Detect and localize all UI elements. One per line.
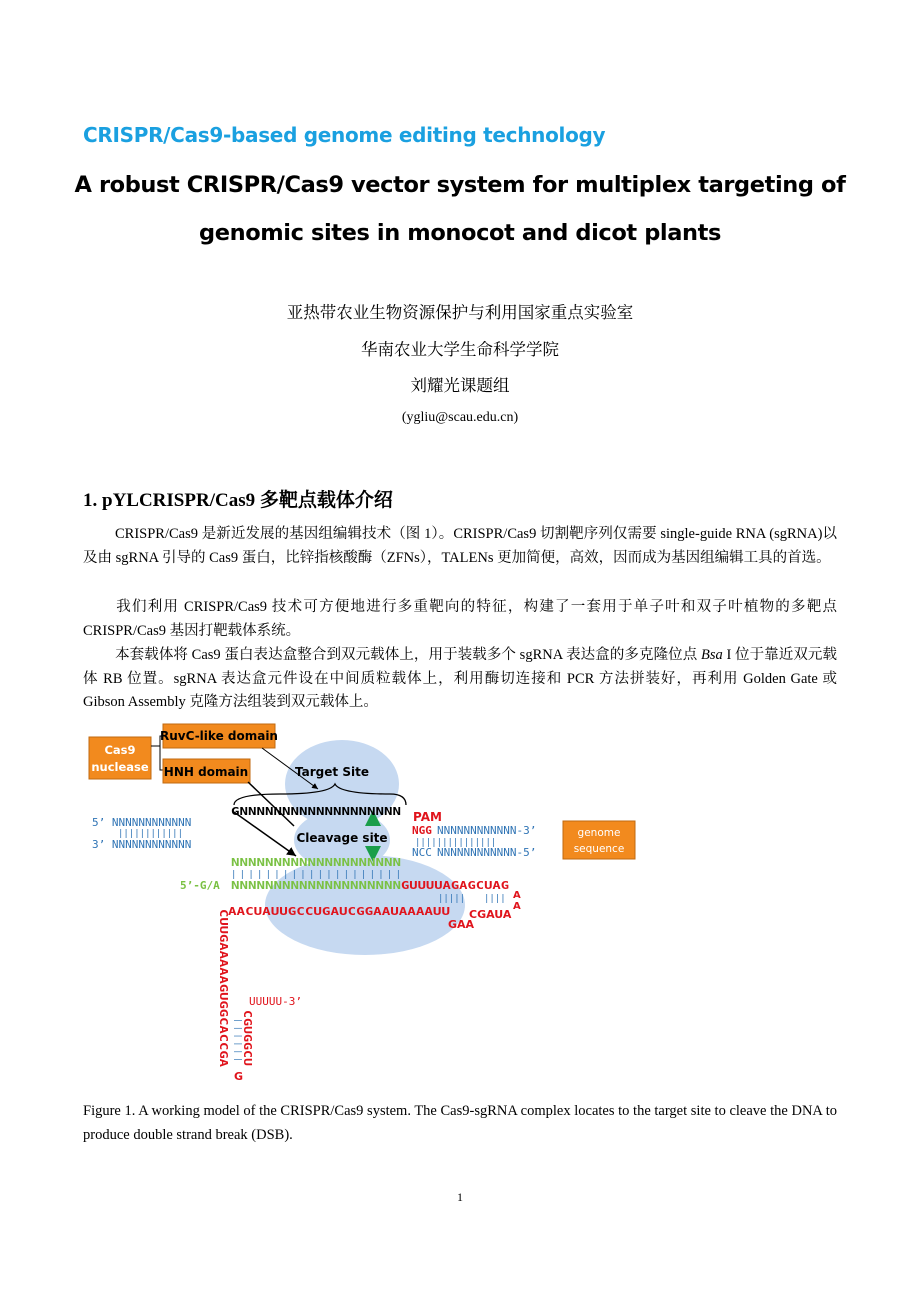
cleavage-site-label: Cleavage site (296, 831, 388, 845)
hnh-domain-box (163, 759, 250, 783)
sgrna-antirepeat: AACUAUUGCCUGAUCGGAAUAAAAUU (228, 905, 451, 918)
cas9-label-line1: Cas9 (104, 743, 136, 757)
sgrna-repeat: GUUUUAGAGCUAG (401, 879, 510, 892)
dna-bottom-left: 3’ NNNNNNNNNNNN (92, 838, 192, 851)
paragraph-1-text: CRISPR/Cas9 是新近发展的基因组编辑技术（图 1）。CRISPR/Cas9 切割靶序列仅需要 single-guide RNA (sgRNA)以及由 sgRNA 引导的 Cas9 蛋白，比锌指核酸酶（ZFNs），TALENs 更加简便，高效，因而成为基因组编辑工具的首选。 (83, 526, 837, 566)
ngg-sequence: NGG (412, 824, 432, 837)
sgrna-loop-g: G (234, 1070, 244, 1083)
paragraph-3-text-a: 本套载体将 Cas9 蛋白表达盒整合到双元载体上，用于装载多个 sgRNA 表达盒的多克隆位点 (115, 647, 702, 663)
pam-label: PAM (413, 810, 442, 824)
main-title-line1: A robust CRISPR/Cas9 vector system for multiplex targeting of (74, 172, 846, 198)
sgrna-hairpin: CGUGGCU (241, 1010, 254, 1057)
sgrna-bars-1: ||||| (438, 894, 466, 904)
cas9-label-line2: nuclease (91, 760, 149, 774)
affiliation-college: 华南农业大学生命科学学院 (361, 340, 559, 359)
sgrna-cgaua: CGAUA (469, 908, 512, 921)
target-bars: |||||||||||||||||||| (231, 870, 401, 880)
cas9-nuclease-box (89, 737, 151, 779)
sgrna-hairpin-bars: |||||| (234, 1018, 243, 1062)
paragraph-3 (83, 644, 837, 715)
dna-bars-left: |||||||||||| (118, 829, 184, 839)
sgrna-vertical-stem: CUUGAAAAAGUGGCACCGA (217, 909, 230, 1035)
dna-bottom-right: NNNNNNNNNNNN-5’ (437, 846, 537, 859)
genome-label-line1: genome (577, 827, 621, 839)
paragraph-2-text: 我们利用 CRISPR/Cas9 技术可方便地进行多重靶向的特征，构建了一套用于单子叶和双子叶植物的多靶点 CRISPR/Cas9 基因打靶载体系统。 (83, 599, 837, 639)
affiliation-group: 刘耀光课题组 (410, 376, 510, 395)
hnh-label: HNH domain (163, 765, 249, 779)
paragraph-2 (83, 596, 837, 643)
dna-top-left: 5’ NNNNNNNNNNNN (92, 816, 192, 829)
sgrna-5prime: 5’-G/A (180, 879, 220, 892)
dna-bars-right: ||||||||||||||| (415, 838, 497, 848)
genome-label-line2: sequence (573, 843, 625, 855)
paragraph-1 (83, 523, 837, 570)
figure-caption: Figure 1. A working model of the CRISPR/Cas9 system. The Cas9-sgRNA complex locates to the target site to cleave the DNA to produce double strand break (DSB). (83, 1103, 837, 1143)
section-heading: 1. pYLCRISPR/Cas9 多靶点载体介绍 (83, 490, 393, 511)
sgrna-gaa: GAA (448, 918, 475, 931)
affiliation-lab: 亚热带农业生物资源保护与利用国家重点实验室 (286, 303, 634, 322)
contact-email: (ygliu@scau.edu.cn) (401, 410, 519, 425)
crispr-cas9-figure (0, 715, 920, 1095)
ruvc-label: RuvC-like domain (160, 729, 278, 743)
page-number: 1 (457, 1190, 463, 1204)
genome-sequence-box (563, 821, 635, 859)
sgrna-3prime-tail: UUUUU-3’ (249, 995, 302, 1008)
sgrna-loop-a1: A (513, 890, 521, 901)
sgrna-loop-a2: A (513, 901, 521, 912)
ncc-sequence: NCC (412, 846, 432, 859)
bsa-italic: Bsa (701, 647, 723, 663)
dna-top-right: NNNNNNNNNNNN-3’ (437, 824, 537, 837)
target-top-strand: GNNNNNNNNNNNNNNNNNNN (231, 806, 401, 818)
target-bottom-strand: NNNNNNNNNNNNNNNNNNNN (231, 857, 401, 869)
ruvc-domain-box (160, 724, 278, 748)
main-title-line2: genomic sites in monocot and dicot plants (199, 220, 721, 246)
target-site-label: Target Site (295, 765, 369, 779)
paragraph-3-text-b: I 位于靠近双元载体 RB 位置。sgRNA 表达盒元件设在中间质粒载体上，利用酶切连接和 PCR 方法拼装好，再利用 Golden Gate 或 Gibson Assembly 克隆方法组装到双元载体上。 (83, 647, 837, 710)
sgrna-spacer: NNNNNNNNNNNNNNNNNNNN (231, 880, 401, 892)
sgrna-bars-2: |||| (484, 894, 506, 904)
series-title: CRISPR/Cas9-based genome editing technology (83, 123, 606, 147)
